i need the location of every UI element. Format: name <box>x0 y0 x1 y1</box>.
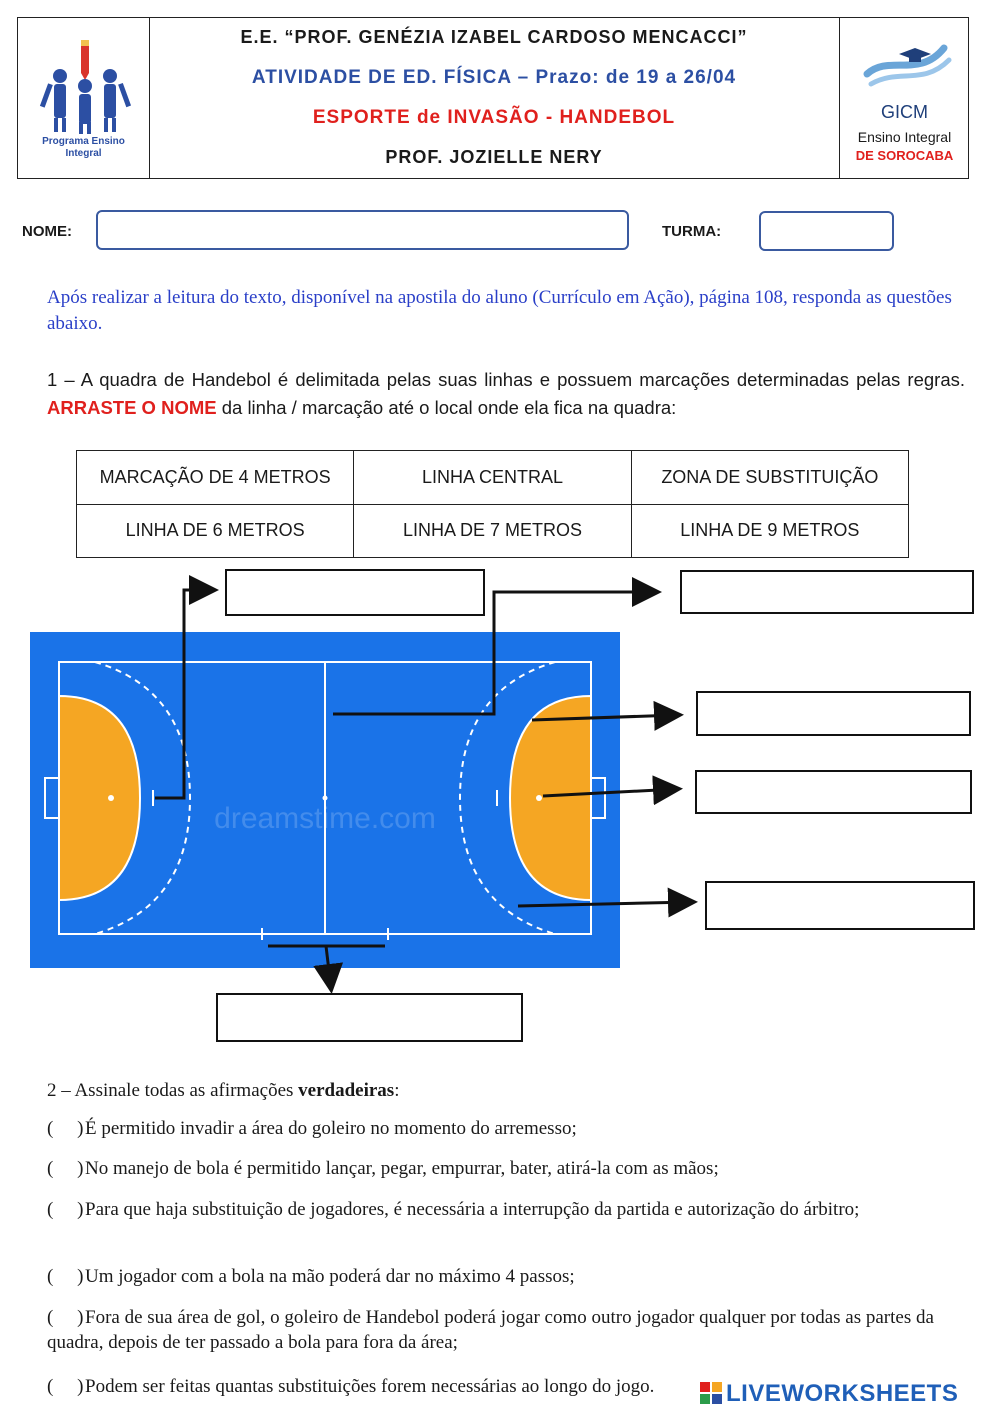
word-center-line[interactable]: LINHA CENTRAL <box>354 451 631 505</box>
gicm-line1: Ensino Integral <box>857 129 952 145</box>
right-7m-mark <box>536 795 542 801</box>
left-7m-mark <box>108 795 114 801</box>
q2-item[interactable]: ( )Fora de sua área de gol, o goleiro de Handebol poderá jogar como outro jogador qualquer por todas as partes da quadra, depois de ter passado a bola para fora da área; <box>47 1307 934 1353</box>
q1-prefix: 1 – A quadra de Handebol é delimitada pelas suas linhas e possuem marcações determinadas pelas regras. <box>47 369 965 390</box>
question-2-title <box>47 1078 967 1103</box>
teacher-name: PROF. JOZIELLE NERY <box>385 147 603 167</box>
word-4m-mark[interactable]: MARCAÇÃO DE 4 METROS <box>77 451 354 505</box>
word-bank-table <box>76 450 909 558</box>
watermark-text: dreamstime.com <box>214 802 436 835</box>
class-input[interactable] <box>759 211 894 251</box>
title-cell <box>149 18 840 178</box>
q2-item[interactable]: ( )Um jogador com a bola na mão poderá dar no máximo 4 passos; <box>47 1266 575 1287</box>
sport-title: ESPORTE de INVASÃO - HANDEBOL <box>312 107 676 128</box>
q2-title-prefix: 2 – Assinale todas as afirmações <box>47 1080 299 1101</box>
q2-item-text: Podem ser feitas quantas substituições forem necessárias ao longo do jogo. <box>85 1376 655 1397</box>
name-label: NOME: <box>22 223 72 240</box>
answer-box-6m[interactable] <box>696 691 971 736</box>
word-7m-line[interactable]: LINHA DE 7 METROS <box>354 504 631 558</box>
q2-item-text: É permitido invadir a área do goleiro no momento do arremesso; <box>85 1118 577 1139</box>
question-1 <box>47 366 965 422</box>
gicm-line2: DE SOROCABA <box>855 148 954 163</box>
q2-item-text: Fora de sua área de gol, o goleiro de Handebol poderá jogar como outro jogador qualquer por todas as partes da quadra, depois de ter passado a bola para fora da área; <box>47 1307 934 1353</box>
liveworksheets-icon <box>700 1382 722 1404</box>
word-6m-line[interactable]: LINHA DE 6 METROS <box>77 504 354 558</box>
q2-item[interactable]: ( )É permitido invadir a área do goleiro no momento do arremesso; <box>47 1118 577 1139</box>
class-label: TURMA: <box>662 223 722 240</box>
q2-item[interactable]: ( )No manejo de bola é permitido lançar, pegar, empurrar, bater, atirá-la com as mãos; <box>47 1158 719 1179</box>
word-substitution-zone[interactable]: ZONA DE SUBSTITUIÇÃO <box>631 451 908 505</box>
q2-item[interactable]: ( )Para que haja substituição de jogadores, é necessária a interrupção da partida e autorização do árbitro; <box>47 1199 860 1220</box>
right-logo-cell <box>839 18 970 178</box>
activity-title: ATIVIDADE DE ED. FÍSICA – Prazo: de 19 a 26/04 <box>251 67 737 88</box>
q2-item-text: Um jogador com a bola na mão poderá dar no máximo 4 passos; <box>85 1266 575 1287</box>
school-name: E.E. “PROF. GENÉZIA IZABEL CARDOSO MENCACCI” <box>240 27 748 47</box>
answer-box-4m[interactable] <box>225 569 485 616</box>
intro-text: Após realizar a leitura do texto, disponível na apostila do aluno (Currículo em Ação), página 108, responda as questões abaixo. <box>47 287 952 334</box>
q2-title-suffix: : <box>394 1080 400 1101</box>
left-logo-line1: Programa Ensino <box>42 136 125 147</box>
answer-box-center[interactable] <box>680 570 974 614</box>
q2-item-text: No manejo de bola é permitido lançar, pegar, empurrar, bater, atirá-la com as mãos; <box>85 1158 719 1179</box>
q2-title-bold: verdadeiras <box>298 1080 395 1101</box>
name-input[interactable] <box>96 210 629 250</box>
gicm-logo-icon <box>839 24 970 94</box>
gicm-acronym: GICM <box>881 102 928 122</box>
header-box <box>17 17 969 179</box>
left-logo-cell <box>18 18 150 178</box>
q2-item[interactable]: ( )Podem ser feitas quantas substituições forem necessárias ao longo do jogo. <box>47 1376 655 1397</box>
q1-suffix: da linha / marcação até o local onde ela fica na quadra: <box>216 397 677 418</box>
liveworksheets-text: LIVEWORKSHEETS <box>726 1380 959 1407</box>
answer-box-7m[interactable] <box>695 770 972 814</box>
q2-item-text: Para que haja substituição de jogadores, é necessária a interrupção da partida e autorização do árbitro; <box>85 1199 860 1220</box>
liveworksheets-logo <box>698 1378 998 1408</box>
center-point <box>323 796 328 801</box>
left-logo-line2: Integral <box>65 148 102 159</box>
answer-box-substitution[interactable] <box>216 993 523 1042</box>
answer-box-9m[interactable] <box>705 881 975 930</box>
word-9m-line[interactable]: LINHA DE 9 METROS <box>631 504 908 558</box>
q1-highlight: ARRASTE O NOME <box>47 397 217 418</box>
